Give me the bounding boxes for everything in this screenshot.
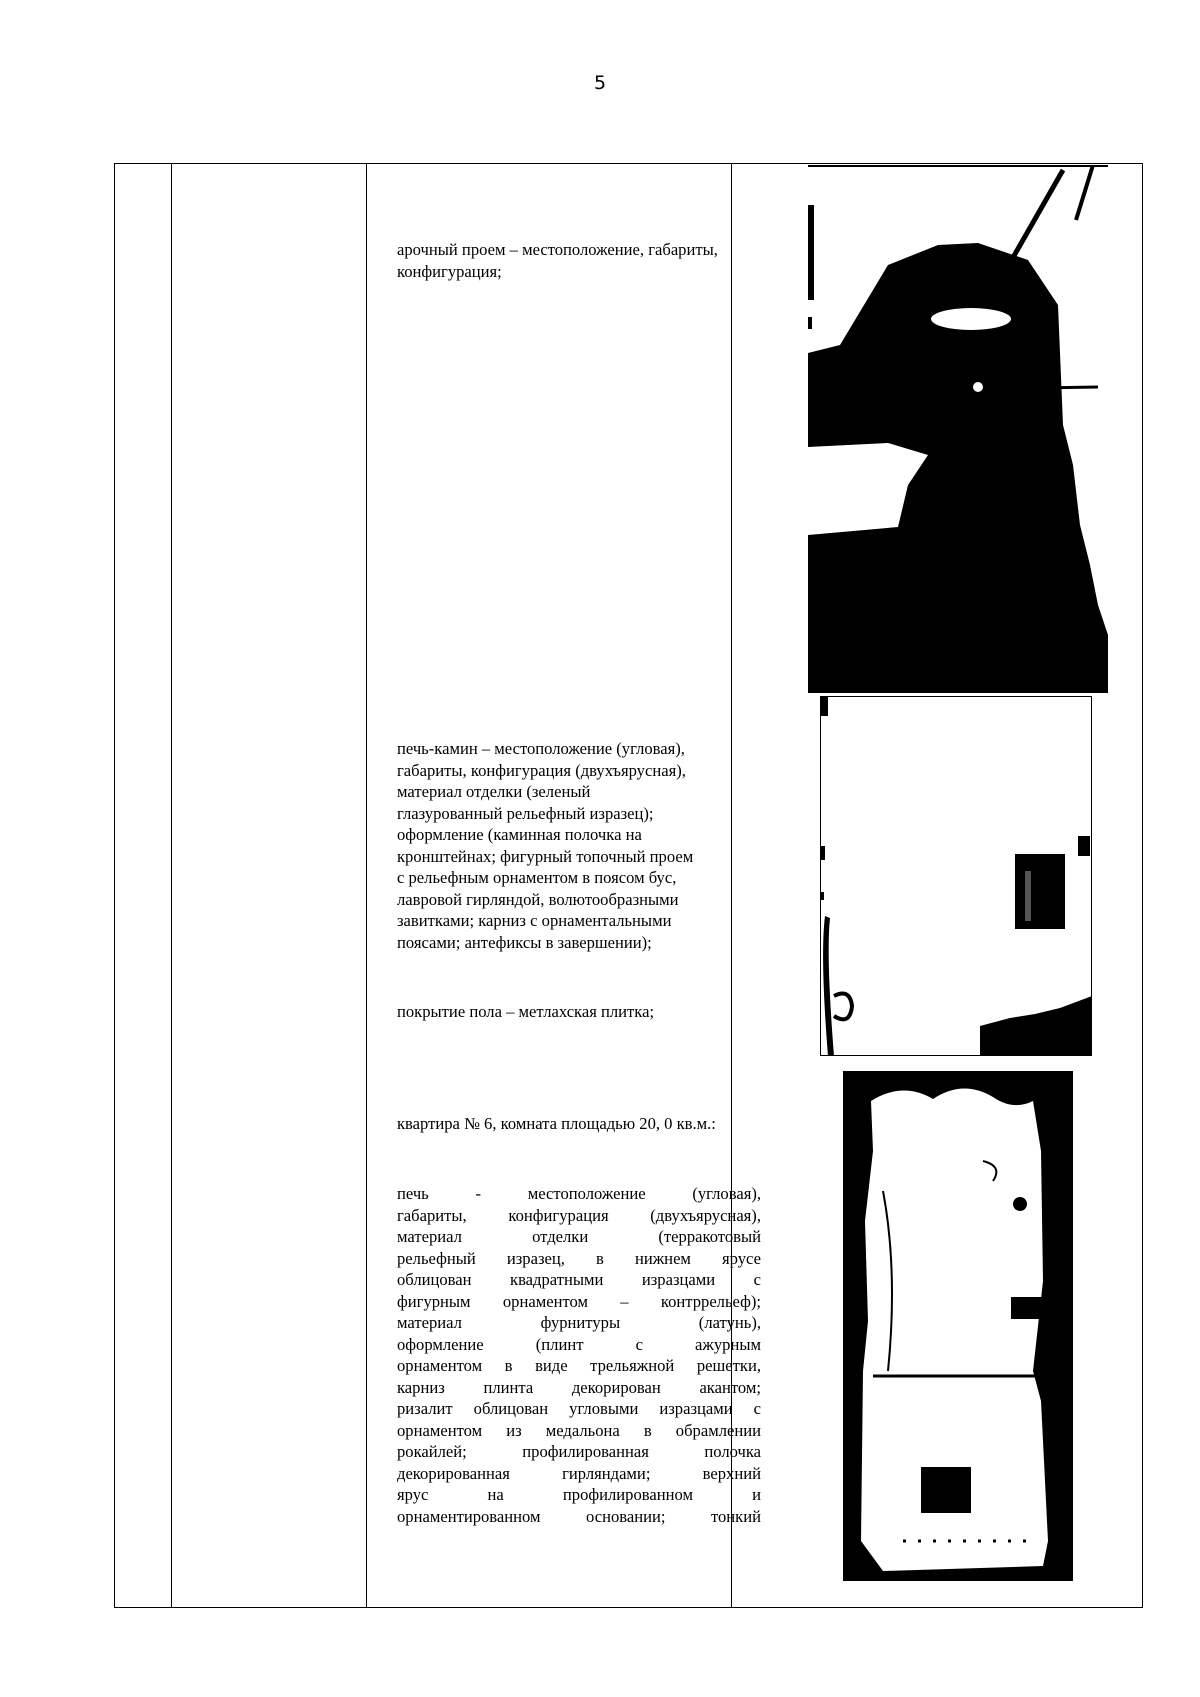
stove-fireplace-photo	[820, 696, 1092, 1056]
stove-entry: печь - местоположение (угловая), габариты, конфигурация (двухъярусная), материал отделки (терракотовый рельефный изразец, в нижнем ярусе облицован квадратными изразцами с фигурным орнаментом – контррельеф); материал фурнитуры (латунь), оформление (плинт с ажурным орнаментом в виде трельяжной решетки, карниз плинта декорирован акантом; ризалит облицован угловыми изразцами с орнаментом из медальона в обрамлении рокайлей; профилированная полочка декорированная гирляндами; верхний ярус на профилированном и орнаментированном основании; тонкий	[397, 1184, 761, 1526]
terracotta-stove-photo	[843, 1071, 1073, 1581]
arch-opening-photo	[808, 165, 1108, 693]
column-divider-1	[171, 164, 172, 1607]
column-divider-2	[366, 164, 367, 1607]
floor-covering-entry: покрытие пола – метлахская плитка;	[397, 1002, 655, 1021]
apartment-heading: квартира № 6, комната площадью 20, 0 кв.м.:	[397, 1114, 716, 1133]
arch-opening-entry: арочный проем – местоположение, габариты, конфигурация;	[397, 240, 718, 281]
stove-fireplace-entry: печь-камин – местоположение (угловая), габариты, конфигурация (двухъярусная), материал отделки (зеленый глазурованный рельефный изразец); оформление (каминная полочка на кронштейнах; фигурный топочный проем с рельефным орнаментом в поясом бус, лавровой гирляндой, волютообразными завитками; карниз с орнаментальными поясами; антефиксы в завершении);	[397, 739, 694, 952]
page-number: 5	[593, 72, 607, 94]
